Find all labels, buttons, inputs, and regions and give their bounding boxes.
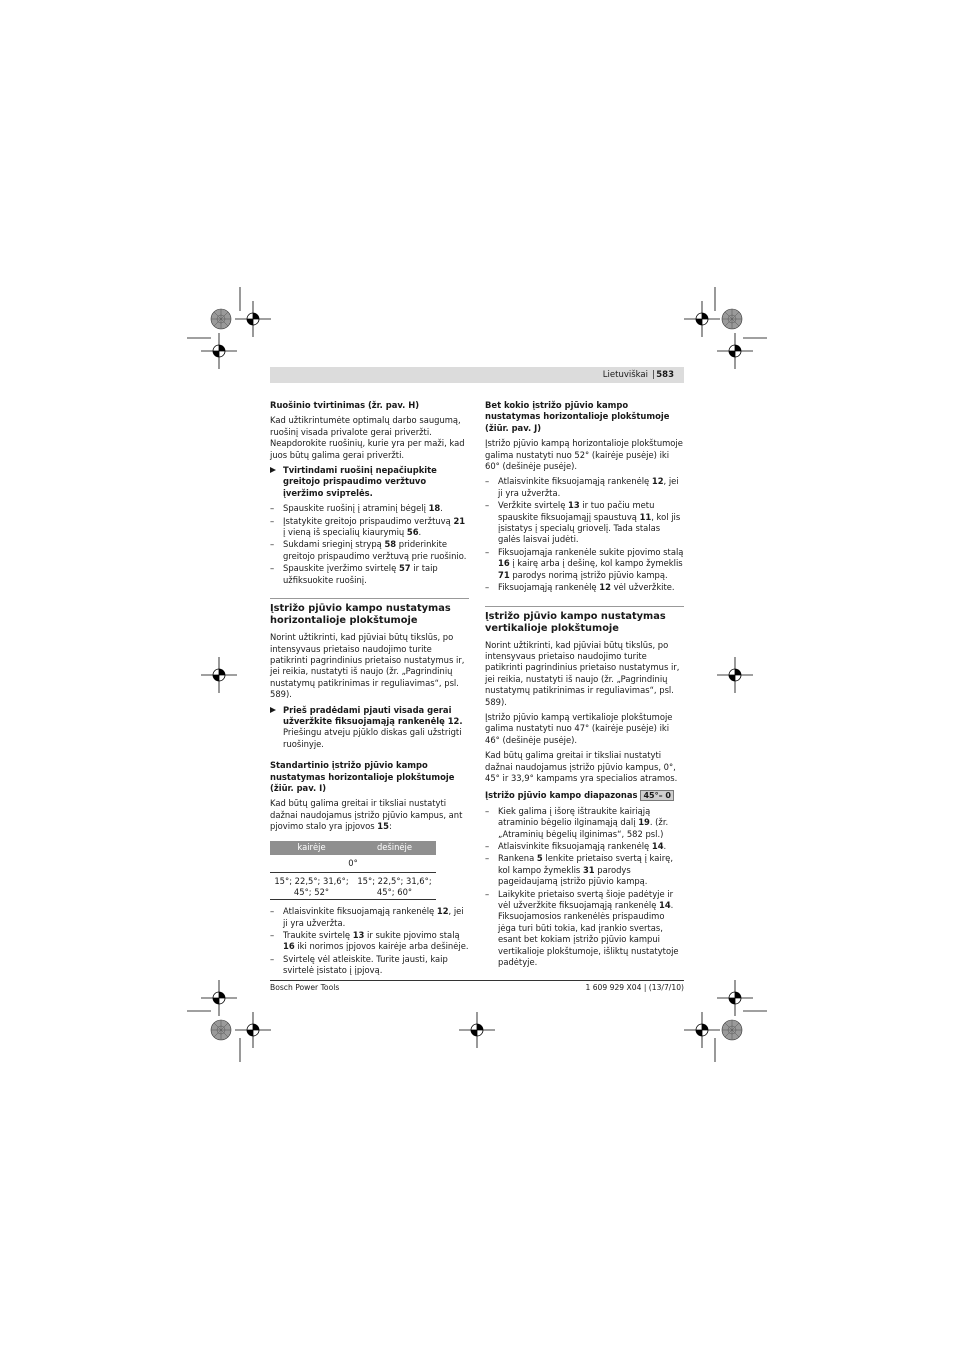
section-heading-horizontal-mitre: Įstrižo pjūvio kampo nustatymas horizontalioje plokštumoje: [270, 598, 469, 627]
list-item: – Spauskite ruošinį į atraminį bėgelį 18.: [270, 503, 469, 514]
table-cell-right: 15°; 22,5°; 31,6°; 45°; 60°: [357, 876, 432, 897]
table-row: [270, 873, 436, 900]
list-item: – Kiek galima į išorę ištraukite kairiąją atraminio bėgelio ilginamąją dalį 19. (žr. „Atraminių bėgelių ilginimas“, 582 psl.): [485, 806, 684, 840]
footer-rule: [270, 980, 684, 981]
step-list: [270, 503, 469, 586]
list-item: – Svirtelę vėl atleiskite. Turite jausti, kaip svirtelė įsistato į įpjovą.: [270, 954, 469, 977]
page-header: [270, 367, 684, 383]
list-item: – Atlaisvinkite fiksuojamąją rankenėlę 14.: [485, 841, 684, 852]
paragraph: Kad užtikrintumėte optimalų darbo saugumą, ruošinį visada privalote gerai priveržti. Neapdorokite ruošinių, kurie yra per maži, kad juos būtų galima gerai priveržti.: [270, 415, 465, 460]
section-heading-workpiece-clamping: Ruošinio tvirtinimas (žr. pav. H): [270, 400, 420, 410]
warning-note: [270, 465, 469, 499]
header-separator: |: [652, 370, 655, 380]
list-item: – Fiksuojamąją rankenėlę 12 vėl užveržkite.: [485, 582, 684, 593]
paragraph: Kad būtų galima greitai ir tiksliai nustatyti dažnai naudojamus įstrižo pjūvio kampus, 0°, 45° ir 33,9° kampams yra specialios atramos.: [485, 750, 678, 783]
warning-text: Prieš pradėdami pjauti visada gerai užveržkite fiksuojamąją rankenėlę 12.: [283, 704, 463, 726]
step-list: [485, 806, 684, 969]
table-cell-left: 15°; 22,5°; 31,6°; 45°; 52°: [274, 876, 349, 897]
paragraph: Įstrižo pjūvio kampą vertikalioje plokštumoje galima nustatyti nuo 47° (kairėje pusėje) iki 46° (dešinėje pusėje).: [485, 711, 673, 745]
list-item: – Traukite svirtelę 13 ir sukite pjovimo stalą 16 iki norimos įpjovos kairėje arba dešinėje.: [270, 930, 469, 953]
warning-text: Tvirtindami ruošinį nepačiupkite greitojo prispaudimo veržtuvo įveržimo sviртelės.: [283, 465, 437, 498]
paragraph: Įstrižo pjūvio kampą horizontalioje plokštumoje galima nustatyti nuo 52° (kairėje pusėje) iki 60° (dešinėje pusėje).: [485, 438, 683, 472]
table-header-left: kairėje: [297, 842, 326, 853]
list-item: – Rankena 5 lenkite prietaiso svertą į kairę, kol kampo žymeklis 31 parodys pageidaujamą įstrižo pjūvio kampą.: [485, 853, 684, 887]
left-column: [270, 400, 469, 981]
section-heading-standard-mitre: Standartinio įstrižo pjūvio kampo nustatymas horizontalioje plokštumoje (žiūr. pav. I): [270, 760, 455, 793]
header-language: Lietuviškai: [602, 370, 648, 380]
range-badge: 45°– 0: [640, 790, 673, 801]
footer-brand: Bosch Power Tools: [270, 983, 340, 992]
list-item: – Įstatykite greitojo prispaudimo veržtuvą 21 į vieną iš specialių kiaurymių 56.: [270, 516, 469, 539]
section-heading-bevel-range: Įstrižo pjūvio kampo diapazonas 45°– 0: [485, 790, 684, 801]
list-item: – Sukdami srieginį strypą 58 priderinkite greitojo prispaudimo veržtuvą prie ruošinio.: [270, 539, 469, 562]
list-item: – Veržkite svirtelę 13 ir tuo pačiu metu spauskite fiksuojamąjį spaustuvą 11, kol jis įsistatys į specialų griovelį. Tada stalas galės laisvai judėti.: [485, 500, 684, 546]
arrow-bullet-icon: [270, 467, 276, 473]
list-item: – Atlaisvinkite fiksuojamąją rankenėlę 12, jei ji yra užveržta.: [270, 906, 469, 929]
step-list: [485, 476, 684, 593]
paragraph: Kad būtų galima greitai ir tiksliai nustatyti dažnai naudojamus įstrižo pjūvio kampus, ant pjovimo stalo yra įpjovos 15:: [270, 798, 463, 832]
table-header: [270, 841, 436, 855]
list-item: – Spauskite įveržimo svirtelę 57 ir taip užfiksuokite ruošinį.: [270, 563, 469, 586]
paragraph: Norint užtikrinti, kad pjūviai būtų tikslūs, po intensyvaus prietaiso naudojimo turite patikrinti pagrindinius prietaiso nustatymus ir, jei reikia, nustatyti iš naujo (žr. „Pagrindinių nustatymų patikrinimas ir reguliavimas“, psl. 589).: [485, 639, 680, 707]
list-item: – Atlaisvinkite fiksuojamąją rankenėlę 12, jei ji yra užveržta.: [485, 476, 684, 499]
footer-doc-number: 1 609 929 X04 | (13/7/10): [585, 983, 684, 992]
warning-note: [270, 705, 469, 751]
paragraph: Norint užtikrinti, kad pjūviai būtų tikslūs, po intensyvaus prietaiso naudojimo turite patikrinti pagrindinius prietaiso nustatymus ir, jei reikia, nustatyti iš naujo (žr. „Pagrindinių nustatymų patikrinimas ir reguliavimas“, psl. 589).: [270, 632, 465, 700]
step-list: [270, 906, 469, 976]
header-page-number: 583: [656, 370, 674, 380]
arrow-bullet-icon: [270, 707, 276, 713]
table-row: 0°: [270, 855, 436, 874]
angle-table: [270, 841, 436, 901]
section-heading-vertical-bevel: Įstrižo pjūvio kampo nustatymas vertikalioje plokštumoje: [485, 606, 684, 635]
right-column: [485, 400, 684, 972]
table-header-right: dešinėje: [376, 842, 413, 853]
list-item: – Laikykite prietaiso svertą šioje padėtyje ir vėl užveržkite fiksuojamąją rankenėlę 14. Fiksuojamosios rankenėlės prispaudimo jėga turi būti tokia, kad įrankio svertas, esant bet kokiam įstrižo pjūvio kampui vertikalioje plokštumoje, išliktų nustatytoje padėtyje.: [485, 889, 684, 969]
list-item: – Fiksuojamąja rankenėle sukite pjovimo stalą 16 į kairę arba į dešinę, kol kampo žymeklis 71 parodys norimą įstrižo pjūvio kampą.: [485, 547, 684, 581]
warning-detail: Priešingu atveju pjūklo diskas gali užstrigti ruošinyje.: [283, 727, 462, 749]
section-heading-any-mitre: Bet kokio įstrižo pjūvio kampo nustatymas horizontalioje plokštumoje (žiūr. pav. J): [485, 400, 670, 433]
